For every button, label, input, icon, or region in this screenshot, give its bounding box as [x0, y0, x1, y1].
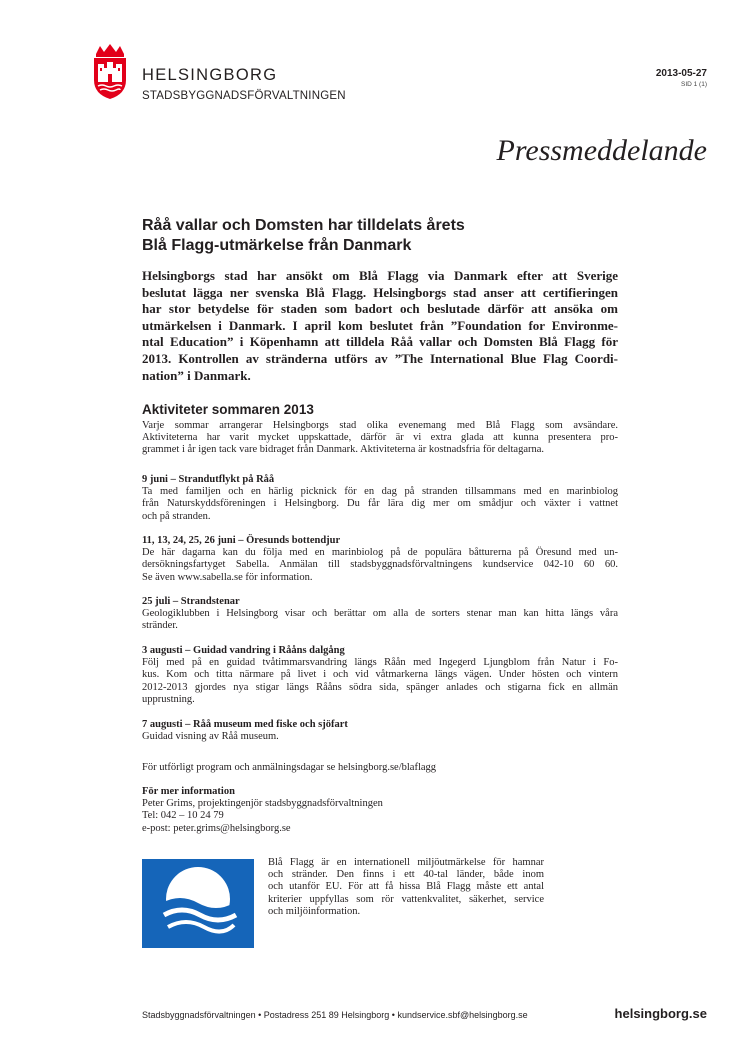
event-line: Ta med familjen och en härlig picknick för en dag på stranden tillsammans med en marinbiolog: [142, 486, 618, 498]
headline-line: Blå Flagg-utmärkelse från Danmark: [142, 237, 412, 254]
section-intro: [142, 420, 618, 457]
contact-phone: Tel: 042 – 10 24 79: [142, 810, 224, 822]
section-title: Aktiviteter sommaren 2013: [142, 402, 314, 417]
event-line: kus. Kom och titta närmare på livet i och vid våtmarkerna längs vägen. Under hösten och vintern: [142, 669, 618, 681]
intro-line: grammet i år igen tack vare bidraget från Danmark. Aktiviteterna är kostnadsfria för deltagarna.: [142, 444, 545, 456]
event-title: 3 augusti – Guidad vandring i Rååns dalgång: [142, 645, 345, 656]
event-item: [142, 596, 618, 633]
footer-website: helsingborg.se: [614, 1006, 707, 1021]
document-type: Pressmeddelande: [496, 134, 707, 167]
event-line: Guidad visning av Råå museum.: [142, 731, 279, 743]
org-department: STADSBYGGNADSFÖRVALTNINGEN: [142, 90, 346, 102]
intro-line: Aktiviteterna har varit mycket uppskattade, därför är vi extra glada att kunna presentera pro-: [142, 432, 618, 444]
contact-block: [142, 786, 383, 835]
contact-name: Peter Grims, projektingenjör stadsbyggnadsförvaltningen: [142, 798, 383, 810]
event-line: dersökningsfartyget Sabella. Anmälan till stadsbyggnadsförvaltningens kundservice 042-10 60 60.: [142, 559, 618, 571]
footer-address: Stadsbyggnadsförvaltningen • Postadress 251 89 Helsingborg • kundservice.sbf@helsingborg.se: [142, 1010, 528, 1020]
contact-heading: För mer information: [142, 786, 235, 797]
event-title: 25 juli – Strandstenar: [142, 596, 240, 607]
event-line: från Naturskyddsföreningen i Helsingborg. Du får lära dig mer om smådjur och växter i vattnet: [142, 498, 618, 510]
event-title: 7 augusti – Råå museum med fiske och sjöfart: [142, 719, 348, 730]
blue-flag-line: och miljöinformation.: [268, 905, 361, 917]
lead-line: Helsingborgs stad har ansökt om Blå Flagg via Danmark efter att Sverige: [142, 268, 618, 283]
intro-line: Varje sommar arrangerar Helsingborgs stad olika evenemang med Blå Flagg som avsändare.: [142, 420, 618, 431]
event-line: 2012-2013 gjordes nya stigar längs Rååns södra sida, spänger anlades och stigarna fick en allmän: [142, 681, 618, 693]
blue-flag-line: kriterier uppfyllas som rör vattenkvalitet, säkerhet, service: [268, 893, 544, 905]
headline-line: Råå vallar och Domsten har tilldelats årets: [142, 217, 465, 234]
event-item: [142, 645, 618, 706]
lead-paragraph: [142, 268, 618, 384]
lead-line: utmärkelsen i Danmark. I april kom beslutet från ”Foundation for Environme-: [142, 317, 618, 333]
contact-email: e-post: peter.grims@helsingborg.se: [142, 822, 291, 834]
event-line: Följ med på en guidad tvåtimmarsvandring längs Råån med Ingegerd Ljungblom från Natur i Fo-: [142, 657, 618, 669]
blue-flag-line: och stränder. Den finns i ett 40-tal länder, både inom: [268, 869, 544, 881]
org-name: HELSINGBORG: [142, 66, 278, 84]
event-item: [142, 535, 618, 584]
program-info: För utförligt program och anmälningsdagar se helsingborg.se/blaflagg: [142, 762, 437, 773]
event-line: stränder.: [142, 620, 178, 632]
helsingborg-crest-icon: [90, 44, 130, 100]
event-line: och på stranden.: [142, 510, 211, 522]
event-line: Se även www.sabella.se för information.: [142, 571, 313, 583]
blue-flag-logo-icon: [142, 859, 254, 948]
headline: [142, 216, 622, 256]
event-title: 11, 13, 24, 25, 26 juni – Öresunds bottendjur: [142, 535, 341, 546]
event-line: upprustning.: [142, 693, 195, 705]
event-line: De här dagarna kan du följa med en marinbiolog på de populära båtturerna på Öresund med un-: [142, 547, 618, 559]
event-item: [142, 719, 618, 743]
event-line: Geologiklubben i Helsingborg visar och berättar om alla de sorters stenar man kan hitta längs våra: [142, 608, 618, 620]
blue-flag-description: [268, 857, 544, 918]
page-number: SID 1 (1): [680, 81, 707, 88]
blue-flag-line: Blå Flagg är en internationell miljöutmärkelse för hamnar: [268, 857, 544, 868]
lead-line: ntal Education” i Köpenhamn att tilldela Råå vallar och Domsten Blå Flagg för: [142, 334, 618, 350]
lead-line: nation” i Danmark.: [142, 367, 251, 383]
lead-line: 2013. Kontrollen av stränderna utförs av ”The International Blue Flag Coordi-: [142, 350, 618, 366]
lead-line: beslutat lägga ner svenska Blå Flagg. Helsingborgs stad anser att certifieringen: [142, 284, 618, 300]
lead-line: har stor betydelse för staden som badort och beslutade därför att ansöka om: [142, 301, 618, 317]
event-item: [142, 474, 618, 523]
event-title: 9 juni – Strandutflykt på Råå: [142, 474, 275, 485]
blue-flag-line: och utanför EU. För att få hissa Blå Flagg måste ett antal: [268, 881, 544, 893]
document-date: 2013-05-27: [655, 68, 707, 79]
